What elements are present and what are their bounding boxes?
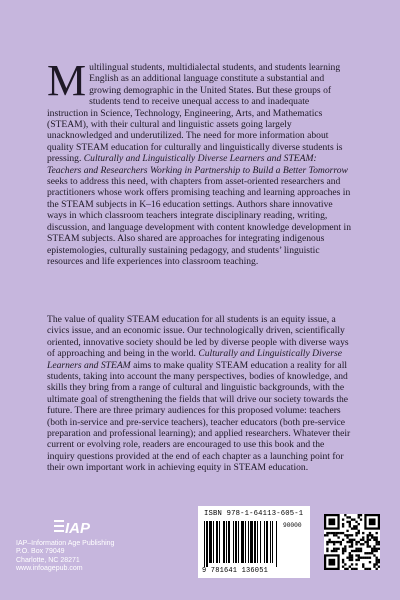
barcode-bars [204,521,282,567]
blurb-p2-text-b: aims to make quality STEAM education a reality for all students, taking into account the many perspectives, bodies of knowledge, and skills they bring from a range of cultural and linguistic backgrounds, with the ultimate goal of strengthening the fields that will drive our society towards the future. There are three primary audiences for this proposed volume: teachers (both in-service and pre-service teachers), teacher educators (both pre-service preparation and professional learning); and applied researchers. Whatever their current or evolving role, readers are encouraged to use this book and the inquiry questions provided at the end of each chapter as a launching point for their own important work in achieving equity in STEAM education. [47,359,351,474]
iap-logo [54,518,102,538]
price-code: 90000 [283,522,302,529]
isbn-label: ISBN 978-1-64113-605-1 [204,510,304,518]
publisher-block [16,518,156,574]
publisher-city: Charlotte, NC 28271 [16,556,80,564]
publisher-url: www.infoagepub.com [16,565,83,573]
publisher-name: IAP–Information Age Publishing [16,540,115,547]
qr-code [324,514,380,570]
blurb-paragraph-2 [47,314,352,474]
qr-code-pattern [324,514,380,570]
ean-digits: 9 781641 136051 [202,567,269,575]
book-title-italic-1: Culturally and Linguistically Diverse Learners and STEAM: Teachers and Researchers Working in Partnership to Build a Better Tomorrow [47,153,348,176]
blurb-p2-text-a: The value of quality STEAM education for all students is an equity issue, a civics issue, and an economic issue. Our technologically driven, scientifically oriented, innovative society should be led by diverse people with diverse ways of approaching and being in the world. [47,314,349,360]
drop-cap: M [47,56,87,105]
book-title-italic-2: Culturally and Linguistically Diverse Learners and STEAM [47,348,342,371]
iap-logo-text: IAP [65,520,91,537]
blurb-p1-text-a: ultilingual students, multidialectal students, and students learning English as an additional language constitute a substantial and growing demographic in the United States. But these groups of students tend to receive unequal access to and inadequate instruction in Science, Technology, Engineering, Arts, and Mathematics (STEAM), with their cultural and linguistic assets going largely unacknowledged and underutilized. The need for more information about quality STEAM education for culturally and linguistically diverse students is pressing. [47,62,343,165]
blurb-p1-text-b: seeks to address this need, with chapters from asset-oriented researchers and practitioners whose work offers promising teaching and learning approaches in the STEAM subjects in K–16 education settings. Authors share innovative ways in which classroom teachers integrate disciplinary reading, writing, discussion, and language development with content knowledge development in STEAM subjects. Also shared are approaches for integrating indigenous epistemologies, culturally sustaining pedagogy, and students’ linguistic resources and life experiences into classroom teaching. [47,176,351,267]
isbn-barcode [198,506,310,578]
blurb-paragraph-1 [47,56,352,267]
publisher-address: P.O. Box 79049 [16,548,65,556]
